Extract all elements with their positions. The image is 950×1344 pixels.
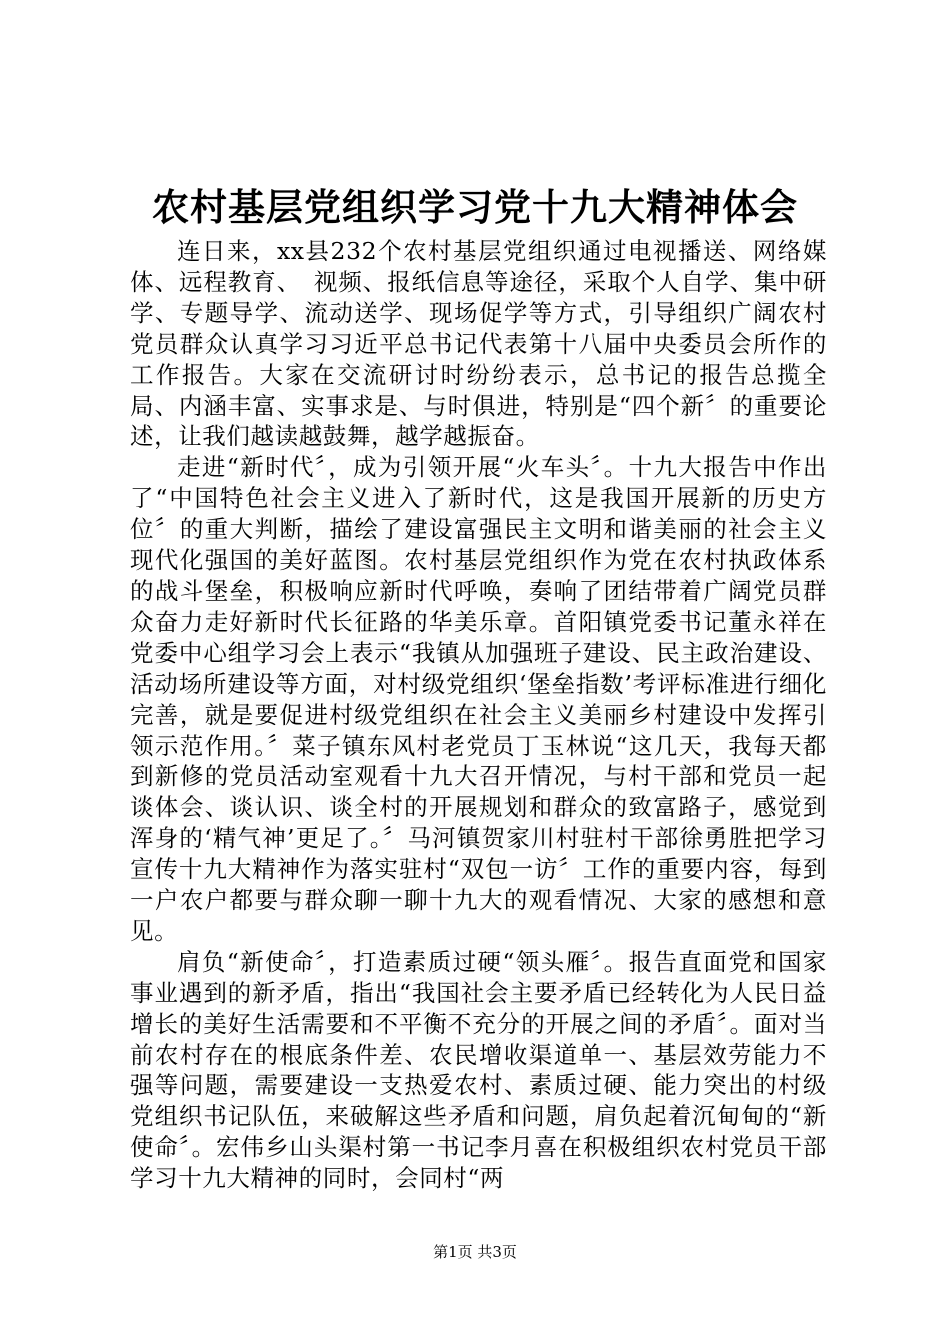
paragraph-1: 连日来，xx县232个农村基层党组织通过电视播送、网络媒体、远程教育、 视频、报纸信息等途径，采取个人自学、集中研学、专题导学、流动送学、现场促学等方式，引导组织广阔农村党员群众认真学习习近平总书记代表第十八届中央委员会所作的工作报告。大家在交流研讨时纷纷表示，总书记的报告总揽全局、内涵丰富、实事求是、与时俱进，特别是“四个新〞的重要论述，让我们越读越鼓舞，越学越振奋。 xyxy=(130,237,827,451)
paragraph-2: 走进“新时代〞，成为引领开展“火车头〞。十九大报告中作出了“中国特色社会主义进入了新时代，这是我国开展新的历史方位〞的重大判断，描绘了建设富强民主文明和谐美丽的社会主义现代化强国的美好蓝图。农村基层党组织作为党在农村执政体系的战斗堡垒，积极响应新时代呼唤，奏响了团结带着广阔党员群众奋力走好新时代长征路的华美乐章。首阳镇党委书记董永祥在党委中心组学习会上表示“我镇从加强班子建设、民主政治建设、活动场所建设等方面，对村级党组织‘堡垒指数’考评标准进行细化完善，就是要促进村级党组织在社会主义美丽乡村建设中发挥引领示范作用。〞菜子镇东风村老党员丁玉林说“这几天，我每天都到新修的党员活动室观看十九大召开情况，与村干部和党员一起谈体会、谈认识、谈全村的开展规划和群众的致富路子，感觉到浑身的‘精气神’更足了。〞马河镇贺家川村驻村干部徐勇胜把学习宣传十九大精神作为落实驻村“双包一访〞工作的重要内容，每到一户农户都要与群众聊一聊十九大的观看情况、大家的感想和意见。 xyxy=(130,453,827,945)
document-title: 农村基层党组织学习党十九大精神体会 xyxy=(152,185,798,229)
document-body xyxy=(130,236,827,1194)
page-number-footer: 第1页 共3页 xyxy=(433,1243,517,1261)
paragraph-3: 肩负“新使命〞，打造素质过硬“领头雁〞。报告直面党和国家事业遇到的新矛盾，指出“我国社会主要矛盾已经转化为人民日益增长的美好生活需要和不平衡不充分的开展之间的矛盾〞。面对当前农村存在的根底条件差、农民增收渠道单一、基层效劳能力不强等问题，需要建设一支热爱农村、素质过硬、能力突出的村级党组织书记队伍，来破解这些矛盾和问题，肩负起着沉甸甸的“新使命〞。宏伟乡山头渠村第一书记李月喜在积极组织农村党员干部学习十九大精神的同时，会同村“两 xyxy=(130,947,827,1193)
